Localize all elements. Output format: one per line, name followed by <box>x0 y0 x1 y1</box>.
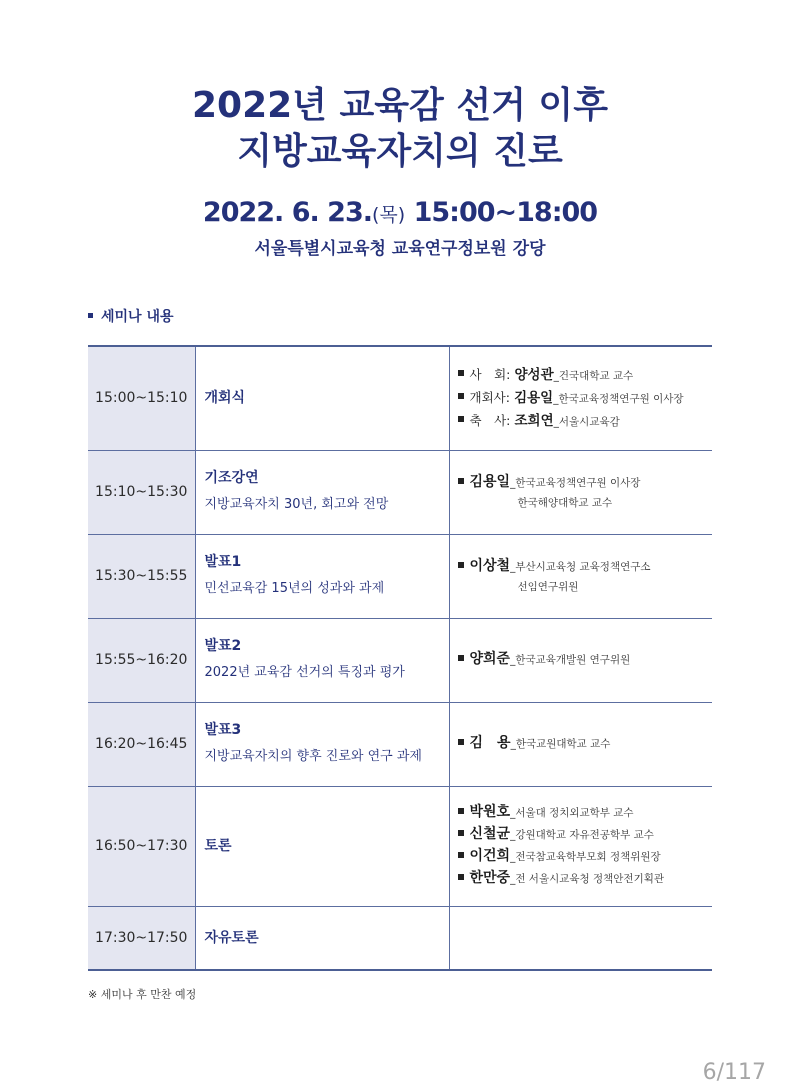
square-bullet-icon <box>458 393 464 399</box>
event-date: 2022. 6. 23. <box>202 197 372 228</box>
program-title: 토론 <box>204 838 232 854</box>
square-bullet-icon <box>458 370 464 376</box>
speaker-name: 김용일 <box>514 389 554 406</box>
program-title: 자유토론 <box>204 929 259 946</box>
speaker-affiliation: _전국참교육학부모회 정책위원장 <box>510 851 661 863</box>
schedule-row <box>88 786 712 906</box>
schedule-speakers <box>449 346 712 450</box>
speaker-affiliation: _전 서울시교육청 정책안전기획관 <box>510 873 665 885</box>
square-bullet-icon <box>458 655 464 661</box>
square-bullet-icon <box>458 739 464 745</box>
speaker-affiliation: _한국교육정책연구원 이사장 <box>553 392 684 405</box>
speaker-affiliation: _서울대 정치외교학부 교수 <box>510 807 634 819</box>
schedule-time: 15:55~16:20 <box>88 618 195 702</box>
speaker-affiliation: _한국교육개발원 연구위원 <box>510 654 631 666</box>
schedule-row <box>88 702 712 786</box>
schedule-program <box>195 534 449 618</box>
speaker-affiliation: _서울시교육감 <box>553 415 620 428</box>
speaker-name: 신철균 <box>469 826 511 842</box>
speaker-name: 이상철 <box>469 558 511 574</box>
schedule-speakers <box>449 618 712 702</box>
program-subtitle: 지방교육자치의 향후 진로와 연구 과제 <box>204 749 422 764</box>
square-bullet-icon <box>458 478 464 484</box>
program-title: 발표1 <box>204 554 242 570</box>
square-bullet-icon <box>458 852 464 858</box>
schedule-row <box>88 450 712 534</box>
speaker-name: 양성관 <box>514 366 554 383</box>
program-title: 기조강연 <box>204 470 259 486</box>
section-heading <box>88 306 174 326</box>
schedule-row <box>88 534 712 618</box>
program-title: 개회식 <box>204 390 246 407</box>
square-bullet-icon <box>458 830 464 836</box>
speaker-line <box>458 387 713 410</box>
schedule-row <box>88 618 712 702</box>
speaker-line <box>458 868 713 890</box>
speaker-role: 사 회: <box>469 366 511 382</box>
square-bullet-icon <box>458 416 464 422</box>
speaker-affiliation: _부산시교육청 교육정책연구소 <box>510 561 651 573</box>
schedule-program <box>195 450 449 534</box>
square-bullet-icon <box>458 874 464 880</box>
schedule-time: 15:00~15:10 <box>88 346 195 450</box>
speaker-name: 김 용 <box>469 735 511 751</box>
speaker-line <box>458 733 713 755</box>
schedule-time: 16:20~16:45 <box>88 702 195 786</box>
event-time: 15:00~18:00 <box>413 197 598 228</box>
square-bullet-icon <box>88 313 93 318</box>
program-subtitle: 2022년 교육감 선거의 특징과 평가 <box>204 665 405 680</box>
speaker-line <box>458 649 713 671</box>
event-day-of-week: (목) <box>371 204 406 226</box>
speaker-affiliation: _한국교원대학교 교수 <box>510 738 611 750</box>
event-datetime <box>0 196 800 232</box>
speaker-line <box>458 364 713 387</box>
schedule-row <box>88 906 712 970</box>
program-title: 발표2 <box>204 638 242 654</box>
speaker-affiliation-extra: 한국해양대학교 교수 <box>517 497 613 509</box>
page-title-line1: 2022년 교육감 선거 이후 <box>191 85 608 126</box>
speaker-affiliation-extra: 선임연구위원 <box>517 581 579 593</box>
speaker-name: 박원호 <box>469 804 511 820</box>
speaker-role: 개회사: <box>469 389 510 405</box>
schedule-program <box>195 618 449 702</box>
schedule-table <box>88 345 712 971</box>
schedule-time: 15:10~15:30 <box>88 450 195 534</box>
schedule-speakers <box>449 534 712 618</box>
speaker-affiliation: _건국대학교 교수 <box>553 369 634 382</box>
speaker-affiliation: _강원대학교 자유전공학부 교수 <box>510 829 654 841</box>
schedule-body <box>88 346 712 970</box>
schedule-row <box>88 346 712 450</box>
speaker-line <box>458 824 713 846</box>
schedule-time: 17:30~17:50 <box>88 906 195 970</box>
speaker-role: 축 사: <box>469 412 511 428</box>
square-bullet-icon <box>458 808 464 814</box>
schedule-program <box>195 786 449 906</box>
event-venue: 서울특별시교육청 교육연구정보원 강당 <box>254 239 546 259</box>
speaker-line <box>458 556 713 578</box>
section-heading-text: 세미나 내용 <box>101 309 174 325</box>
schedule-program <box>195 906 449 970</box>
page-number: 6/117 <box>702 1060 766 1085</box>
schedule-time: 15:30~15:55 <box>88 534 195 618</box>
square-bullet-icon <box>458 562 464 568</box>
schedule-program <box>195 346 449 450</box>
schedule-speakers <box>449 906 712 970</box>
footnote: ※ 세미나 후 만찬 예정 <box>88 988 197 1001</box>
speaker-name: 한만중 <box>469 870 511 886</box>
speaker-line <box>458 472 713 494</box>
schedule-program <box>195 702 449 786</box>
schedule-speakers <box>449 786 712 906</box>
page-title-line2: 지방교육자치의 진로 <box>237 131 563 172</box>
program-subtitle: 지방교육자치 30년, 회고와 전망 <box>204 497 389 512</box>
speaker-line <box>458 846 713 868</box>
schedule-speakers <box>449 702 712 786</box>
speaker-line <box>458 802 713 824</box>
speaker-name: 이건희 <box>469 848 511 864</box>
program-title: 발표3 <box>204 722 242 738</box>
speaker-name: 조희연 <box>514 412 554 429</box>
schedule-time: 16:50~17:30 <box>88 786 195 906</box>
speaker-line <box>458 410 713 433</box>
speaker-name: 김용일 <box>469 474 511 490</box>
speaker-affiliation: _한국교육정책연구원 이사장 <box>510 477 641 489</box>
program-subtitle: 민선교육감 15년의 성과와 과제 <box>204 581 385 596</box>
schedule-speakers <box>449 450 712 534</box>
speaker-name: 양희준 <box>469 651 511 667</box>
